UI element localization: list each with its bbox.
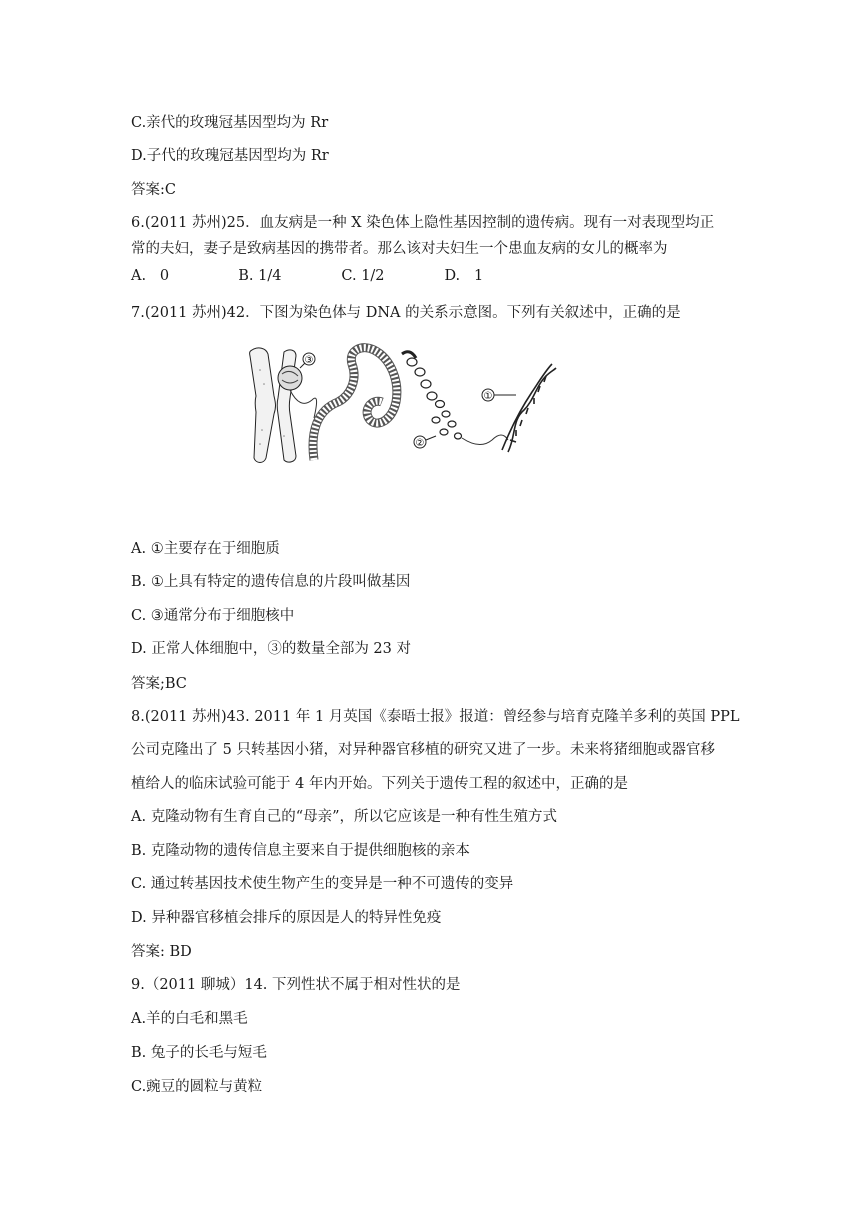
coiled-chromatin	[313, 348, 397, 460]
option-d-q5: D.子代的玫瑰冠基因型均为 Rr	[131, 148, 329, 164]
label-2: ②	[415, 438, 425, 449]
option-a-q7: A. ①主要存在于细胞质	[131, 541, 280, 557]
label-1: ①	[483, 391, 493, 402]
question-8-line-1: 8.(2011 苏州)43. 2011 年 1 月英国《泰晤士报》报道：曾经参与培育克隆羊多利的英国 PPL	[131, 709, 740, 725]
question-8-line-3: 植给人的临床试验可能于 4 年内开始。下列关于遗传工程的叙述中，正确的是	[131, 776, 628, 792]
option-c-q5: C.亲代的玫瑰冠基因型均为 Rr	[131, 115, 329, 131]
label-3: ③	[304, 355, 314, 366]
question-8-line-2: 公司克隆出了 5 只转基因小猪，对异种器官移植的研究又进了一步。未来将猪细胞或器官移	[131, 742, 715, 758]
magnified-region	[278, 366, 302, 390]
option-a-q8: A. 克隆动物有生育自己的“母亲”，所以它应该是一种有性生殖方式	[131, 809, 558, 825]
nucleosomes	[407, 358, 462, 439]
option-d-q7: D. 正常人体细胞中，③的数量全部为 23 对	[131, 641, 411, 657]
option-c-q7: C. ③通常分布于细胞核中	[131, 608, 295, 624]
question-6-line-1: 6.(2011 苏州)25．血友病是一种 X 染色体上隐性基因控制的遗传病。现有一对表现型均正	[131, 215, 715, 231]
question-9-stem: 9.（2011 聊城）14. 下列性状不属于相对性状的是	[131, 977, 461, 993]
answer-q5: 答案:C	[131, 182, 176, 198]
chromosome-dna-diagram	[240, 340, 560, 468]
option-b-q8: B. 克隆动物的遗传信息主要来自于提供细胞核的亲本	[131, 843, 470, 859]
chromosome-shape	[250, 348, 296, 463]
answer-q7: 答案;BC	[131, 676, 187, 692]
answer-q8: 答案: BD	[131, 944, 192, 960]
chromosome-dna-illustration	[240, 340, 560, 468]
option-d-q8: D. 异种器官移植会排斥的原因是人的特异性免疫	[131, 910, 442, 926]
option-c-q8: C. 通过转基因技术使生物产生的变异是一种不可遗传的变异	[131, 876, 514, 892]
question-6-line-2: 常的夫妇，妻子是致病基因的携带者。那么该对夫妇生一个患血友病的女儿的概率为	[131, 241, 668, 257]
dna-double-helix	[502, 364, 556, 452]
option-a-q9: A.羊的白毛和黑毛	[131, 1011, 248, 1027]
question-7-stem: 7.(2011 苏州)42．下图为染色体与 DNA 的关系示意图。下列有关叙述中，正确的是	[131, 305, 681, 321]
option-b-q9: B. 兔子的长毛与短毛	[131, 1045, 267, 1061]
option-b-q7: B. ①上具有特定的遗传信息的片段叫做基因	[131, 574, 411, 590]
option-c-q9: C.豌豆的圆粒与黄粒	[131, 1079, 263, 1095]
question-6-options: A. 0 B. 1/4 C. 1/2 D. 1	[131, 268, 484, 284]
